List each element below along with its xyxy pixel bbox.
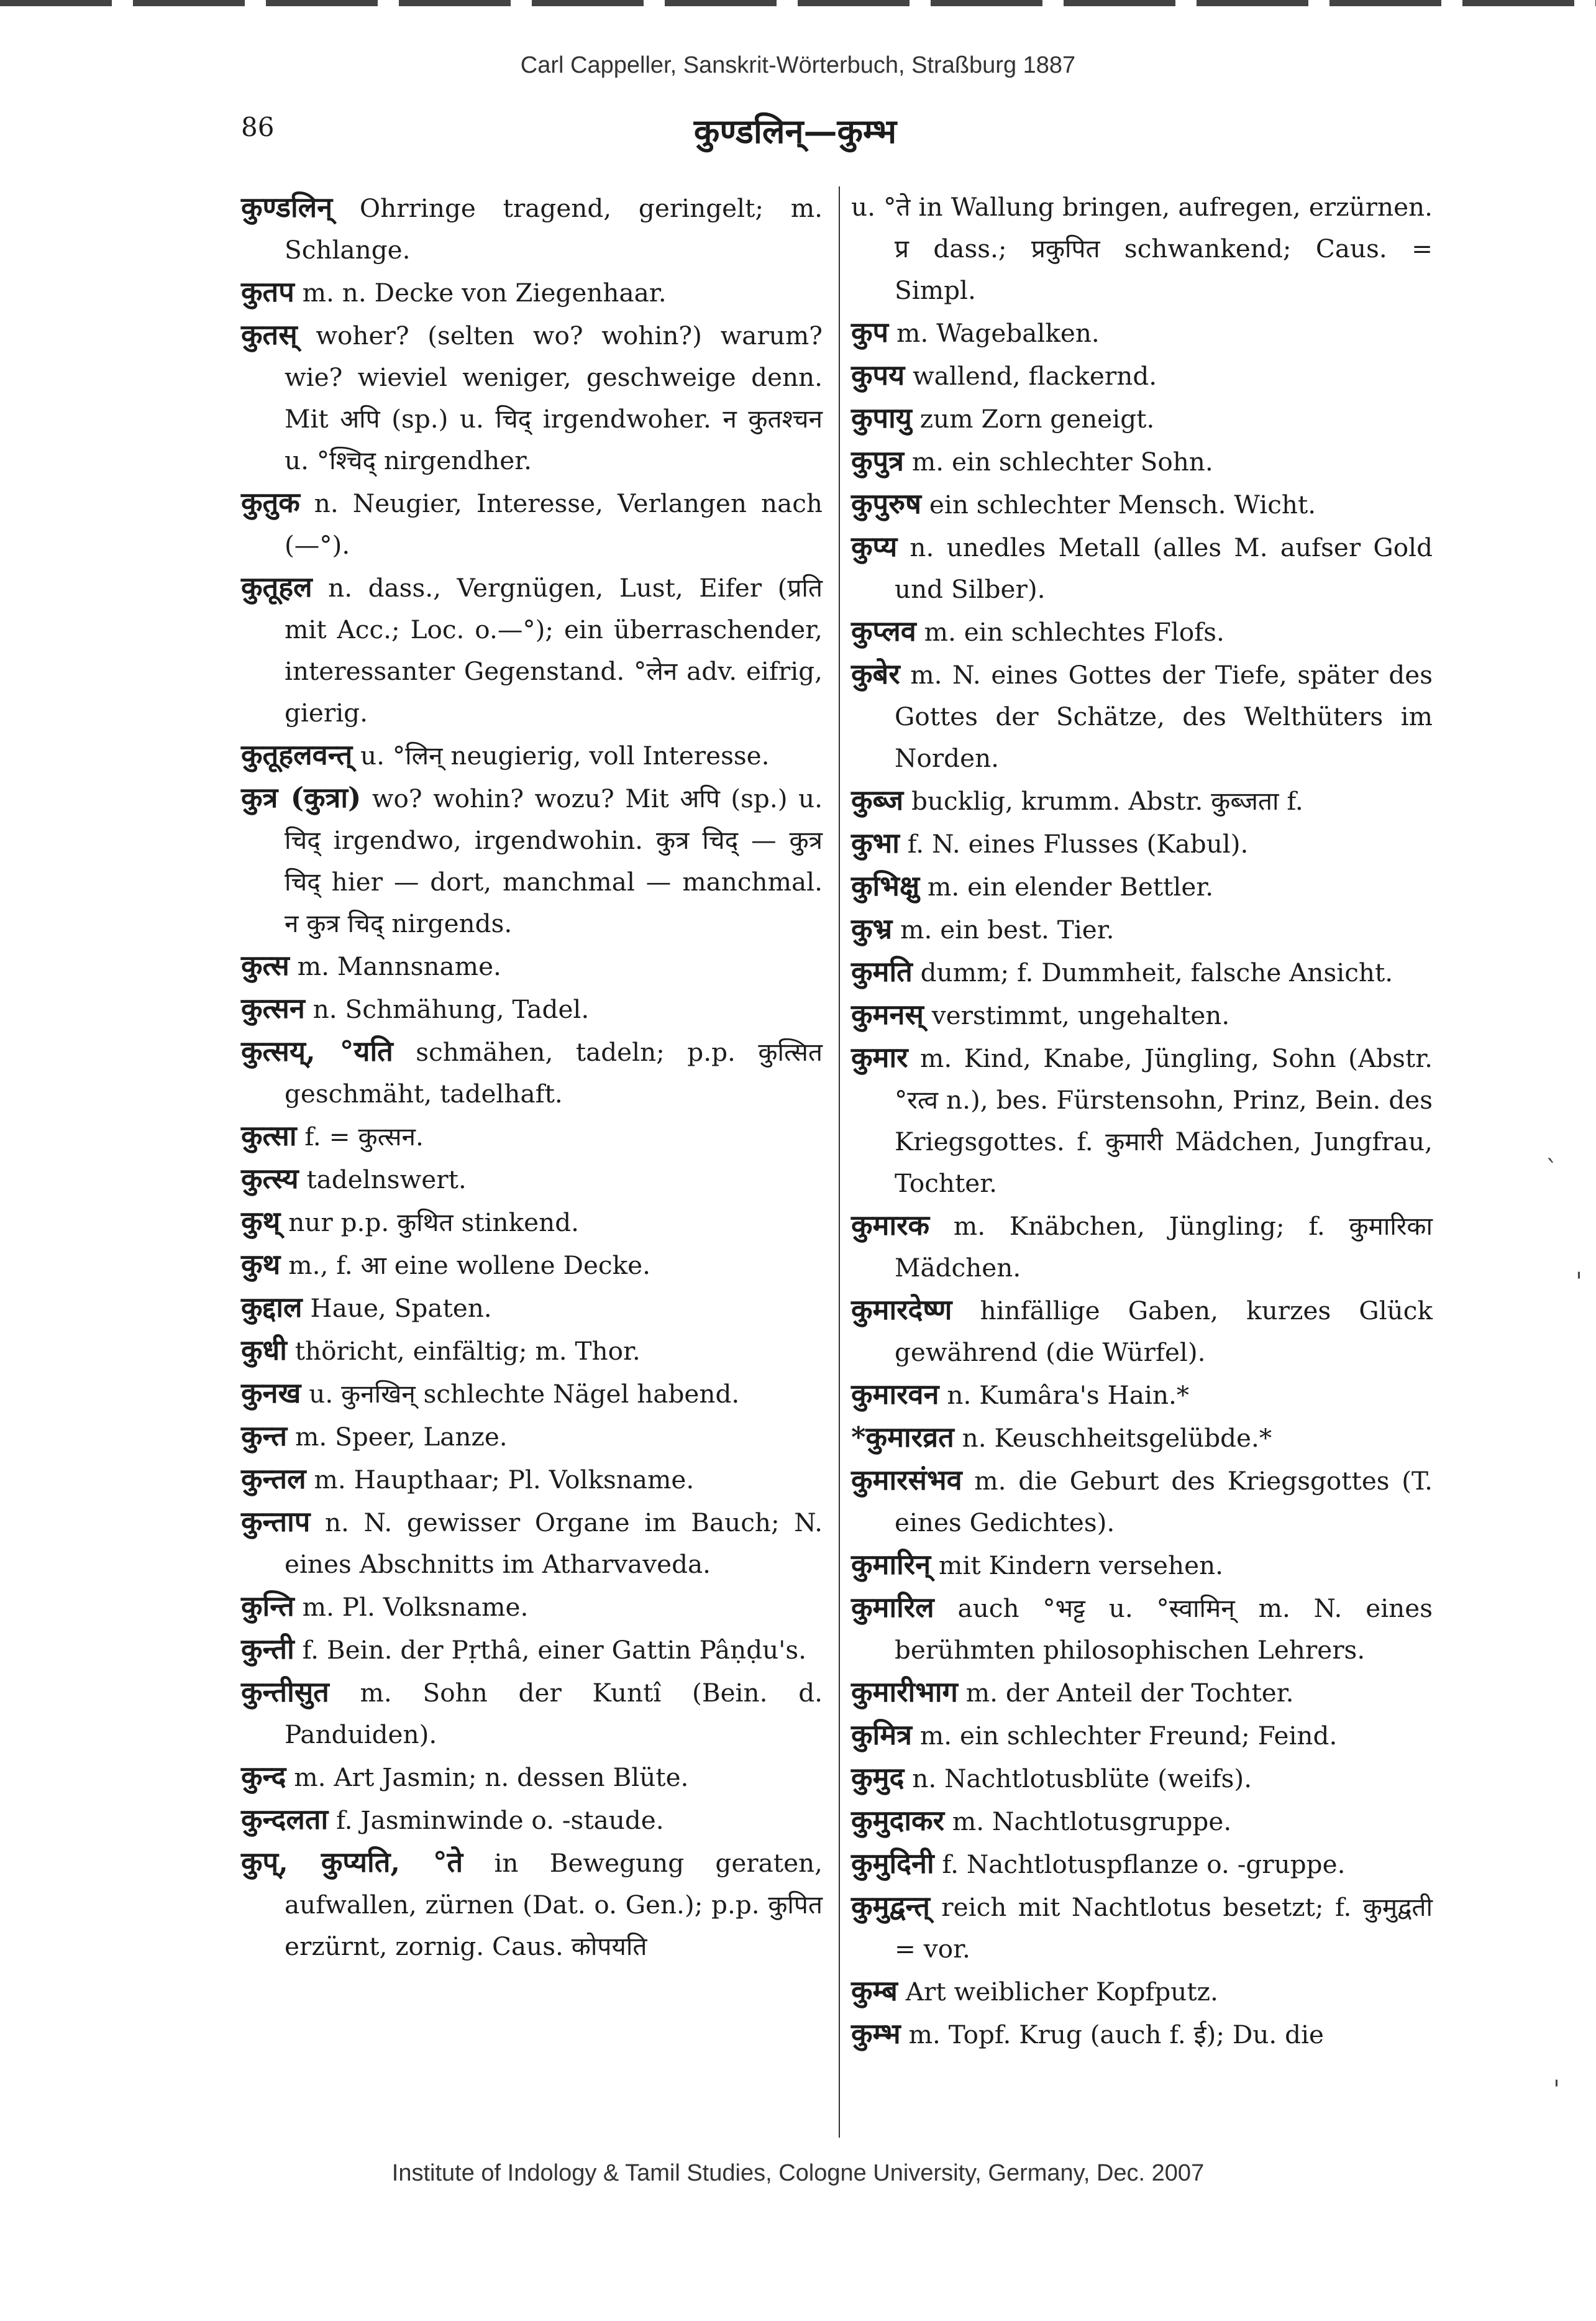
dictionary-entry — [241, 1030, 823, 1115]
entry-definition: f. Nachtlotuspflanze o. -gruppe. — [942, 1849, 1346, 1879]
entry-definition: u. कुनखिन् schlechte Nägel habend. — [309, 1379, 740, 1409]
entry-definition: Art weiblicher Kopfputz. — [905, 1977, 1218, 2007]
column-divider — [839, 186, 840, 2138]
entry-headword: कुतुक — [241, 486, 300, 519]
entry-definition: m. die Geburt des Kriegsgottes (T. eines Gedichtes). — [895, 1466, 1433, 1537]
dictionary-entry — [851, 1459, 1433, 1544]
entry-headword: कुत्स — [241, 949, 290, 982]
entry-definition: mit Kindern versehen. — [939, 1550, 1224, 1580]
entry-headword: कुत्सय्, °यति — [241, 1035, 393, 1068]
entry-headword: कुन्ती — [241, 1632, 294, 1665]
scan-mark: ' — [1553, 2076, 1560, 2104]
dictionary-entry — [851, 1544, 1433, 1586]
entry-definition: f. Bein. der Pṛthâ, einer Gattin Pâṇḍu's. — [302, 1635, 807, 1665]
entry-definition: n. unedles Metall (alles M. aufser Gold und Silber). — [895, 533, 1433, 604]
entry-headword: कुम्भ — [851, 2017, 901, 2050]
entry-definition: m. Art Jasmin; n. dessen Blüte. — [294, 1762, 689, 1792]
entry-definition: m. Sohn der Kuntî (Bein. d. Panduiden). — [285, 1678, 823, 1749]
entry-definition: m. der Anteil der Tochter. — [965, 1678, 1294, 1708]
dictionary-entry — [851, 526, 1433, 610]
entry-headword: कुन्ताप — [241, 1505, 311, 1538]
dictionary-entry — [241, 1329, 823, 1372]
dictionary-entry — [241, 1628, 823, 1671]
dictionary-entry — [851, 1885, 1433, 1970]
entry-headword: कुप्, कुप्यति, °ते — [241, 1846, 463, 1879]
dictionary-entry — [241, 1286, 823, 1329]
entry-headword: कुतस् — [241, 318, 298, 351]
dictionary-entry — [241, 1415, 823, 1458]
dictionary-entry — [851, 1289, 1433, 1373]
entry-headword: कुथ् — [241, 1205, 281, 1238]
dictionary-entry — [241, 945, 823, 987]
entry-definition: hinfällige Gaben, kurzes Glück gewährend (die Würfel). — [895, 1296, 1433, 1367]
entry-definition: n. Neugier, Interesse, Verlangen nach (—°). — [285, 488, 823, 560]
entry-headword: कुद्दाल — [241, 1291, 303, 1324]
dictionary-entry — [851, 653, 1433, 779]
entry-headword: कुभिक्षु — [851, 869, 920, 902]
dictionary-entry — [241, 566, 823, 734]
entry-definition: m. N. eines Gottes der Tiefe, später des Gottes der Schätze, des Welthüters im Norden. — [895, 660, 1433, 773]
scan-footer: Institute of Indology & Tamil Studies, Cologne University, Germany, Dec. 2007 — [391, 2160, 1205, 2186]
entry-headword: कुप — [851, 316, 889, 349]
entry-definition: verstimmt, ungehalten. — [931, 1000, 1230, 1030]
entry-headword: कुमारसंभव — [851, 1463, 962, 1496]
entry-headword: कुमित्र — [851, 1718, 912, 1751]
entry-headword: कुमुदाकर — [851, 1804, 944, 1837]
entry-headword: कुधी — [241, 1334, 287, 1367]
dictionary-entry — [241, 1798, 823, 1841]
dictionary-entry — [851, 1843, 1433, 1885]
entry-headword: कुमारक — [851, 1209, 930, 1242]
entry-definition: reich mit Nachtlotus besetzt; f. कुमुद्वती = vor. — [895, 1892, 1433, 1964]
dictionary-entry — [241, 1458, 823, 1501]
dictionary-entry — [851, 1714, 1433, 1757]
page-number: 86 — [241, 112, 275, 142]
entry-headword: कुमार — [851, 1041, 908, 1074]
dictionary-entry — [851, 483, 1433, 526]
dictionary-entry — [851, 1416, 1433, 1459]
entry-headword: कुमारदेष्ण — [851, 1293, 952, 1326]
entry-definition: m. Kind, Knabe, Jüngling, Sohn (Abstr. °रत्व n.), bes. Fürstensohn, Prinz, Bein. des Kriegsgottes. f. कुमारी Mädchen, Jungfrau, Tochter. — [895, 1043, 1433, 1198]
entry-headword: कुभ्र — [851, 912, 893, 945]
dictionary-entry — [851, 186, 1433, 311]
entry-headword: कुप्लव — [851, 615, 916, 648]
entry-definition: thöricht, einfältig; m. Thor. — [294, 1336, 641, 1366]
scan-edge-line — [0, 0, 1596, 6]
entry-definition: nur p.p. कुथित stinkend. — [288, 1207, 579, 1237]
entry-definition: zum Zorn geneigt. — [919, 404, 1155, 434]
entry-definition: m. ein schlechter Sohn. — [911, 447, 1213, 477]
dictionary-entry — [851, 865, 1433, 908]
entry-definition: ein schlechter Mensch. Wicht. — [929, 490, 1316, 520]
dictionary-entry — [851, 994, 1433, 1037]
entry-headword: कुन्तीसुत — [241, 1675, 329, 1708]
dictionary-entry — [851, 951, 1433, 994]
right-column — [851, 186, 1433, 2056]
dictionary-entry — [851, 1671, 1433, 1714]
entry-definition: n. dass., Vergnügen, Lust, Eifer (प्रति mit Acc.; Loc. o.—°); ein überraschender, interessanter Gegenstand. °लेन adv. eifrig, gierig. — [285, 573, 823, 728]
dictionary-entry — [241, 1585, 823, 1628]
dictionary-entry — [851, 2013, 1433, 2056]
entry-headword: कुमारीभाग — [851, 1675, 958, 1708]
entry-definition: f. N. eines Flusses (Kabul). — [907, 829, 1249, 859]
entry-headword: कुमुद — [851, 1761, 905, 1794]
entry-headword: कुत्सन — [241, 992, 305, 1025]
entry-headword: कुप्य — [851, 530, 898, 563]
entry-headword: कुपायु — [851, 401, 912, 434]
dictionary-entry — [241, 1841, 823, 1967]
entry-headword: कुन्तल — [241, 1462, 306, 1495]
dictionary-entry — [241, 1756, 823, 1798]
entry-headword: कुमनस् — [851, 998, 924, 1031]
entry-definition: n. N. gewisser Organe im Bauch; N. eines Abschnitts im Atharvaveda. — [285, 1508, 823, 1579]
entry-headword: कुतूहलवन्त् — [241, 738, 353, 771]
entry-definition: bucklig, krumm. Abstr. कुब्जता f. — [911, 786, 1303, 816]
dictionary-entry — [241, 186, 823, 271]
entry-definition: in Bewegung geraten, aufwallen, zürnen (Dat. o. Gen.); p.p. कुपित erzürnt, zornig. Caus. कोपयति — [285, 1848, 823, 1961]
entry-headword: कुमारिल — [851, 1591, 934, 1624]
entry-headword: कुनख — [241, 1376, 301, 1409]
entry-definition: schmähen, tadeln; p.p. कुत्सित geschmäht, tadelhaft. — [285, 1037, 823, 1109]
entry-headword: कुमारिन् — [851, 1548, 931, 1581]
dictionary-entry — [241, 1115, 823, 1158]
dictionary-entry — [241, 1671, 823, 1756]
entry-headword: कुत्स्य — [241, 1162, 299, 1195]
entry-headword: कुपुत्र — [851, 444, 904, 477]
entry-definition: m. Haupthaar; Pl. Volksname. — [314, 1465, 695, 1495]
entry-headword: कुपय — [851, 359, 905, 391]
entry-definition: n. Kumâra's Hain.* — [947, 1380, 1190, 1410]
entry-headword: कुभा — [851, 826, 900, 859]
dictionary-entry — [851, 311, 1433, 354]
dictionary-entry — [851, 1970, 1433, 2013]
entry-headword: कुतप — [241, 275, 294, 308]
entry-headword: *कुमारव्रत — [851, 1421, 954, 1453]
entry-definition: m. Mannsname. — [297, 951, 501, 981]
scan-header: Carl Cappeller, Sanskrit-Wörterbuch, Straßburg 1887 — [520, 52, 1076, 78]
entry-definition: woher? (selten wo? wohin?) warum? wie? wieviel weniger, geschweige denn. Mit अपि (sp.) u. चिद् irgendwoher. न कुतश्चन u. °श्चिद् nirgendher. — [285, 321, 823, 475]
entry-headword: कुत्सा — [241, 1119, 297, 1152]
entry-headword: कुन्द — [241, 1760, 286, 1793]
entry-definition: m. n. Decke von Ziegenhaar. — [302, 278, 667, 308]
dictionary-entry — [241, 1201, 823, 1243]
entry-definition: m. Speer, Lanze. — [294, 1422, 508, 1452]
entry-headword: कुबेर — [851, 657, 900, 690]
dictionary-entry — [241, 314, 823, 482]
entry-definition: m. ein schlechter Freund; Feind. — [919, 1721, 1338, 1751]
scan-mark: ' — [1575, 1268, 1582, 1296]
entry-definition: wallend, flackernd. — [913, 361, 1157, 391]
dictionary-entry — [241, 777, 823, 945]
entry-definition: tadelnswert. — [306, 1165, 467, 1194]
entry-definition: u. °ते in Wallung bringen, aufregen, erzürnen. प्र dass.; प्रकुपित schwankend; Caus. = Simpl. — [851, 192, 1433, 305]
dictionary-entry — [851, 1037, 1433, 1204]
entry-headword: कुम्ब — [851, 1974, 898, 2007]
entry-headword: कुथ — [241, 1248, 281, 1281]
entry-definition: m. Nachtlotusgruppe. — [952, 1806, 1232, 1836]
entry-definition: m. ein elender Bettler. — [928, 872, 1214, 902]
entry-headword: कुमुदिनी — [851, 1847, 934, 1880]
dictionary-entry — [851, 440, 1433, 483]
entry-headword: कुण्डलिन् — [241, 191, 333, 224]
dictionary-entry — [241, 1158, 823, 1201]
entry-headword: कुमति — [851, 955, 913, 988]
entry-definition: m. Knäbchen, Jüngling; f. कुमारिका Mädchen. — [895, 1211, 1433, 1283]
entry-headword: कुत्र (कुत्रा) — [241, 781, 362, 814]
dictionary-entry — [851, 397, 1433, 440]
dictionary-entry — [851, 1204, 1433, 1289]
running-head: कुण्डलिन्—कुम्भ — [693, 111, 897, 151]
dictionary-entry — [851, 610, 1433, 653]
entry-definition: Ohrringe tragend, geringelt; m. Schlange. — [285, 193, 823, 265]
dictionary-entry — [241, 1372, 823, 1415]
entry-definition: m. Wagebalken. — [896, 318, 1100, 348]
entry-headword: कुपुरुष — [851, 487, 922, 520]
entry-definition: m. ein schlechtes Flofs. — [924, 617, 1224, 647]
entry-headword: कुन्दलता — [241, 1803, 329, 1836]
dictionary-entry — [241, 987, 823, 1030]
entry-definition: n. Nachtlotusblüte (weifs). — [912, 1764, 1252, 1793]
left-column — [241, 186, 823, 1967]
entry-definition: auch °भट्ट u. °स्वामिन् m. N. eines berühmten philosophischen Lehrers. — [895, 1593, 1433, 1665]
dictionary-entry — [241, 734, 823, 777]
entry-headword: कुब्ज — [851, 784, 904, 817]
dictionary-entry — [241, 482, 823, 566]
dictionary-entry — [851, 1800, 1433, 1843]
entry-definition: Haue, Spaten. — [310, 1293, 492, 1323]
dictionary-entry — [851, 1373, 1433, 1416]
entry-headword: कुमुद्वन्त् — [851, 1890, 930, 1923]
entry-definition: n. Schmähung, Tadel. — [312, 994, 590, 1024]
dictionary-entry — [851, 1586, 1433, 1671]
dictionary-entry — [241, 271, 823, 314]
entry-definition: m. Pl. Volksname. — [302, 1592, 529, 1622]
dictionary-entry — [851, 822, 1433, 865]
entry-definition: wo? wohin? wozu? Mit अपि (sp.) u. चिद् irgendwo, irgendwohin. कुत्र चिद् — कुत्र चिद् hier — dort, manchmal — manchmal. न कुत्र चिद् nirgends. — [285, 784, 823, 938]
entry-definition: m., f. आ eine wollene Decke. — [288, 1250, 650, 1280]
entry-definition: m. ein best. Tier. — [900, 915, 1115, 945]
entry-definition: f. = कुत्सन. — [304, 1122, 424, 1151]
entry-definition: f. Jasminwinde o. -staude. — [336, 1805, 664, 1835]
dictionary-entry — [851, 354, 1433, 397]
dictionary-entry — [241, 1501, 823, 1585]
dictionary-entry — [241, 1243, 823, 1286]
entry-definition: m. Topf. Krug (auch f. ई); Du. die — [908, 2020, 1325, 2049]
entry-headword: कुतूहल — [241, 570, 312, 603]
entry-headword: कुन्ति — [241, 1590, 294, 1623]
entry-definition: n. Keuschheitsgelübde.* — [962, 1423, 1272, 1453]
entry-headword: कुमारवन — [851, 1378, 939, 1411]
entry-definition: u. °लिन् neugierig, voll Interesse. — [360, 741, 770, 771]
dictionary-entry — [851, 779, 1433, 822]
entry-headword: कुन्त — [241, 1419, 288, 1452]
scan-mark: ` — [1546, 1156, 1558, 1184]
dictionary-entry — [851, 1757, 1433, 1800]
dictionary-entry — [851, 908, 1433, 951]
entry-definition: dumm; f. Dummheit, falsche Ansicht. — [920, 958, 1393, 987]
